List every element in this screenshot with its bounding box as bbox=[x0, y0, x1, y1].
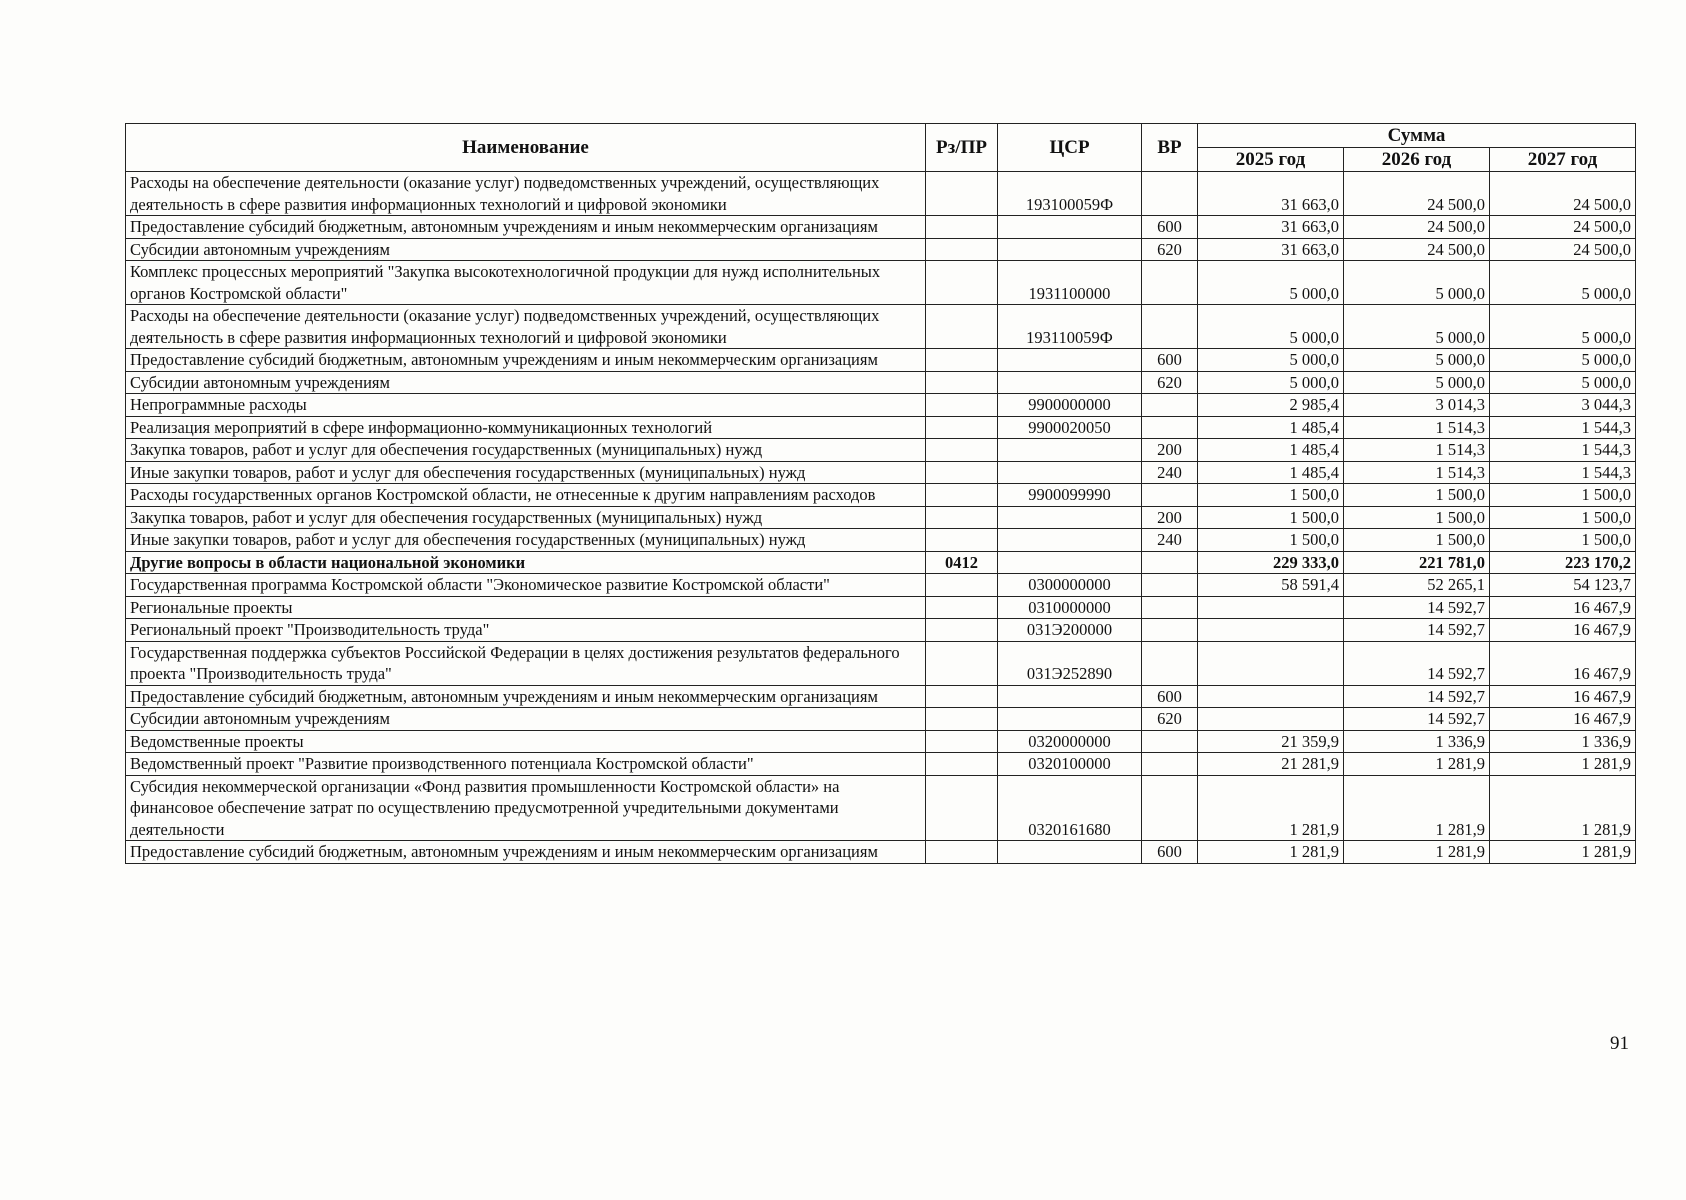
table-row bbox=[126, 416, 1636, 439]
cell-csr: 1931100000 bbox=[998, 261, 1142, 305]
cell-csr: 9900099990 bbox=[998, 484, 1142, 507]
cell-2026: 1 500,0 bbox=[1344, 484, 1490, 507]
cell-csr bbox=[998, 371, 1142, 394]
cell-2027: 223 170,2 bbox=[1490, 551, 1636, 574]
cell-2026: 24 500,0 bbox=[1344, 216, 1490, 239]
cell-rzpr bbox=[926, 619, 998, 642]
cell-2025: 58 591,4 bbox=[1198, 574, 1344, 597]
cell-2025 bbox=[1198, 596, 1344, 619]
cell-2027: 1 500,0 bbox=[1490, 484, 1636, 507]
table-row bbox=[126, 730, 1636, 753]
cell-name: Предоставление субсидий бюджетным, автономным учреждениям и иным некоммерческим организациям bbox=[126, 216, 926, 239]
cell-2026: 14 592,7 bbox=[1344, 641, 1490, 685]
cell-name: Закупка товаров, работ и услуг для обеспечения государственных (муниципальных) нужд bbox=[126, 439, 926, 462]
cell-2025: 1 500,0 bbox=[1198, 529, 1344, 552]
budget-sheet bbox=[125, 123, 1635, 864]
cell-csr: 9900000000 bbox=[998, 394, 1142, 417]
cell-2025: 1 281,9 bbox=[1198, 775, 1344, 841]
cell-rzpr bbox=[926, 172, 998, 216]
header-csr: ЦСР bbox=[998, 124, 1142, 172]
cell-rzpr bbox=[926, 775, 998, 841]
cell-rzpr bbox=[926, 461, 998, 484]
cell-2026: 5 000,0 bbox=[1344, 349, 1490, 372]
cell-name: Региональные проекты bbox=[126, 596, 926, 619]
cell-vr bbox=[1142, 394, 1198, 417]
cell-csr bbox=[998, 506, 1142, 529]
table-row bbox=[126, 238, 1636, 261]
table-row bbox=[126, 619, 1636, 642]
cell-2027: 1 500,0 bbox=[1490, 529, 1636, 552]
cell-vr: 620 bbox=[1142, 708, 1198, 731]
cell-2027: 1 544,3 bbox=[1490, 461, 1636, 484]
cell-2027: 5 000,0 bbox=[1490, 371, 1636, 394]
cell-vr bbox=[1142, 730, 1198, 753]
cell-2027: 5 000,0 bbox=[1490, 349, 1636, 372]
cell-name: Реализация мероприятий в сфере информационно-коммуникационных технологий bbox=[126, 416, 926, 439]
cell-csr: 193100059Ф bbox=[998, 172, 1142, 216]
cell-2025 bbox=[1198, 619, 1344, 642]
cell-2027: 3 044,3 bbox=[1490, 394, 1636, 417]
cell-2026: 24 500,0 bbox=[1344, 238, 1490, 261]
table-row bbox=[126, 216, 1636, 239]
cell-name: Предоставление субсидий бюджетным, автономным учреждениям и иным некоммерческим организациям bbox=[126, 349, 926, 372]
cell-csr: 0310000000 bbox=[998, 596, 1142, 619]
cell-2025: 5 000,0 bbox=[1198, 371, 1344, 394]
table-row bbox=[126, 775, 1636, 841]
cell-2025: 2 985,4 bbox=[1198, 394, 1344, 417]
cell-2027: 1 281,9 bbox=[1490, 775, 1636, 841]
cell-name: Субсидии автономным учреждениям bbox=[126, 371, 926, 394]
cell-rzpr bbox=[926, 506, 998, 529]
cell-2026: 1 281,9 bbox=[1344, 841, 1490, 864]
cell-2025: 1 500,0 bbox=[1198, 506, 1344, 529]
cell-rzpr bbox=[926, 439, 998, 462]
cell-vr bbox=[1142, 596, 1198, 619]
cell-2025 bbox=[1198, 708, 1344, 731]
budget-table bbox=[125, 123, 1636, 864]
cell-2026: 5 000,0 bbox=[1344, 371, 1490, 394]
cell-vr bbox=[1142, 753, 1198, 776]
cell-2027: 24 500,0 bbox=[1490, 172, 1636, 216]
cell-name: Субсидия некоммерческой организации «Фонд развития промышленности Костромской области» на финансовое обеспечение затрат по осуществлению предусмотренной учредительными документами деятельности bbox=[126, 775, 926, 841]
cell-name: Другие вопросы в области национальной экономики bbox=[126, 551, 926, 574]
cell-2026: 14 592,7 bbox=[1344, 708, 1490, 731]
table-row bbox=[126, 529, 1636, 552]
cell-2026: 1 281,9 bbox=[1344, 775, 1490, 841]
cell-2027: 1 281,9 bbox=[1490, 841, 1636, 864]
cell-2026: 5 000,0 bbox=[1344, 261, 1490, 305]
cell-2027: 16 467,9 bbox=[1490, 596, 1636, 619]
cell-name: Ведомственные проекты bbox=[126, 730, 926, 753]
cell-rzpr bbox=[926, 596, 998, 619]
cell-vr bbox=[1142, 172, 1198, 216]
header-2026: 2026 год bbox=[1344, 148, 1490, 172]
cell-rzpr: 0412 bbox=[926, 551, 998, 574]
cell-2026: 14 592,7 bbox=[1344, 596, 1490, 619]
cell-2027: 24 500,0 bbox=[1490, 216, 1636, 239]
table-row bbox=[126, 506, 1636, 529]
cell-csr: 193110059Ф bbox=[998, 305, 1142, 349]
cell-2025: 31 663,0 bbox=[1198, 238, 1344, 261]
cell-2027: 1 281,9 bbox=[1490, 753, 1636, 776]
cell-vr bbox=[1142, 305, 1198, 349]
cell-2027: 16 467,9 bbox=[1490, 641, 1636, 685]
cell-vr: 200 bbox=[1142, 439, 1198, 462]
cell-vr: 240 bbox=[1142, 529, 1198, 552]
cell-rzpr bbox=[926, 529, 998, 552]
cell-rzpr bbox=[926, 484, 998, 507]
cell-vr bbox=[1142, 551, 1198, 574]
cell-2026: 1 281,9 bbox=[1344, 753, 1490, 776]
cell-csr: 9900020050 bbox=[998, 416, 1142, 439]
header-2025: 2025 год bbox=[1198, 148, 1344, 172]
cell-2025: 5 000,0 bbox=[1198, 349, 1344, 372]
cell-2025: 5 000,0 bbox=[1198, 305, 1344, 349]
cell-vr: 200 bbox=[1142, 506, 1198, 529]
header-sum: Сумма bbox=[1198, 124, 1636, 148]
cell-2026: 1 514,3 bbox=[1344, 439, 1490, 462]
cell-csr: 031Э200000 bbox=[998, 619, 1142, 642]
cell-2026: 1 500,0 bbox=[1344, 529, 1490, 552]
cell-name: Расходы государственных органов Костромской области, не отнесенные к другим направлениям расходов bbox=[126, 484, 926, 507]
table-row bbox=[126, 261, 1636, 305]
cell-vr bbox=[1142, 261, 1198, 305]
cell-rzpr bbox=[926, 841, 998, 864]
cell-2026: 52 265,1 bbox=[1344, 574, 1490, 597]
header-2027: 2027 год bbox=[1490, 148, 1636, 172]
cell-vr: 600 bbox=[1142, 349, 1198, 372]
cell-rzpr bbox=[926, 305, 998, 349]
cell-name: Субсидии автономным учреждениям bbox=[126, 708, 926, 731]
cell-name: Государственная программа Костромской области "Экономическое развитие Костромской области" bbox=[126, 574, 926, 597]
cell-name: Государственная поддержка субъектов Российской Федерации в целях достижения результатов федерального проекта "Производительность труда" bbox=[126, 641, 926, 685]
table-row bbox=[126, 394, 1636, 417]
cell-rzpr bbox=[926, 261, 998, 305]
cell-name: Субсидии автономным учреждениям bbox=[126, 238, 926, 261]
cell-csr: 0320100000 bbox=[998, 753, 1142, 776]
cell-rzpr bbox=[926, 753, 998, 776]
table-row bbox=[126, 641, 1636, 685]
cell-csr bbox=[998, 238, 1142, 261]
cell-2025: 1 500,0 bbox=[1198, 484, 1344, 507]
cell-csr bbox=[998, 551, 1142, 574]
cell-2026: 14 592,7 bbox=[1344, 685, 1490, 708]
cell-csr: 0300000000 bbox=[998, 574, 1142, 597]
cell-2025: 31 663,0 bbox=[1198, 172, 1344, 216]
cell-2025: 229 333,0 bbox=[1198, 551, 1344, 574]
cell-name: Ведомственный проект "Развитие производственного потенциала Костромской области" bbox=[126, 753, 926, 776]
cell-2025: 21 281,9 bbox=[1198, 753, 1344, 776]
cell-name: Иные закупки товаров, работ и услуг для обеспечения государственных (муниципальных) нужд bbox=[126, 461, 926, 484]
table-row bbox=[126, 349, 1636, 372]
cell-name: Закупка товаров, работ и услуг для обеспечения государственных (муниципальных) нужд bbox=[126, 506, 926, 529]
table-row bbox=[126, 461, 1636, 484]
cell-2026: 221 781,0 bbox=[1344, 551, 1490, 574]
cell-rzpr bbox=[926, 574, 998, 597]
cell-2026: 14 592,7 bbox=[1344, 619, 1490, 642]
cell-vr: 600 bbox=[1142, 841, 1198, 864]
cell-2025 bbox=[1198, 641, 1344, 685]
cell-name: Иные закупки товаров, работ и услуг для обеспечения государственных (муниципальных) нужд bbox=[126, 529, 926, 552]
cell-2025: 31 663,0 bbox=[1198, 216, 1344, 239]
cell-2025: 1 281,9 bbox=[1198, 841, 1344, 864]
cell-vr bbox=[1142, 416, 1198, 439]
cell-2026: 1 514,3 bbox=[1344, 461, 1490, 484]
cell-csr bbox=[998, 461, 1142, 484]
cell-2027: 5 000,0 bbox=[1490, 261, 1636, 305]
cell-rzpr bbox=[926, 730, 998, 753]
header-name: Наименование bbox=[126, 124, 926, 172]
cell-2027: 16 467,9 bbox=[1490, 619, 1636, 642]
cell-rzpr bbox=[926, 708, 998, 731]
cell-csr bbox=[998, 529, 1142, 552]
cell-vr bbox=[1142, 641, 1198, 685]
table-row bbox=[126, 551, 1636, 574]
table-row bbox=[126, 685, 1636, 708]
cell-name: Региональный проект "Производительность труда" bbox=[126, 619, 926, 642]
cell-rzpr bbox=[926, 371, 998, 394]
cell-rzpr bbox=[926, 238, 998, 261]
cell-name: Непрограммные расходы bbox=[126, 394, 926, 417]
cell-2026: 1 336,9 bbox=[1344, 730, 1490, 753]
cell-vr: 600 bbox=[1142, 685, 1198, 708]
cell-2027: 1 544,3 bbox=[1490, 439, 1636, 462]
cell-vr bbox=[1142, 574, 1198, 597]
cell-2027: 1 500,0 bbox=[1490, 506, 1636, 529]
table-row bbox=[126, 484, 1636, 507]
cell-name: Предоставление субсидий бюджетным, автономным учреждениям и иным некоммерческим организациям bbox=[126, 841, 926, 864]
cell-2027: 54 123,7 bbox=[1490, 574, 1636, 597]
cell-2027: 1 544,3 bbox=[1490, 416, 1636, 439]
cell-2025: 1 485,4 bbox=[1198, 461, 1344, 484]
cell-2026: 1 500,0 bbox=[1344, 506, 1490, 529]
cell-rzpr bbox=[926, 641, 998, 685]
table-row bbox=[126, 439, 1636, 462]
cell-csr bbox=[998, 685, 1142, 708]
cell-2026: 24 500,0 bbox=[1344, 172, 1490, 216]
table-row bbox=[126, 305, 1636, 349]
cell-2025: 1 485,4 bbox=[1198, 416, 1344, 439]
table-row bbox=[126, 172, 1636, 216]
table-row bbox=[126, 371, 1636, 394]
cell-name: Расходы на обеспечение деятельности (оказание услуг) подведомственных учреждений, осуществляющих деятельность в сфере развития информационных технологий и цифровой экономики bbox=[126, 172, 926, 216]
cell-csr bbox=[998, 349, 1142, 372]
table-row bbox=[126, 753, 1636, 776]
cell-rzpr bbox=[926, 349, 998, 372]
cell-vr bbox=[1142, 775, 1198, 841]
cell-name: Комплекс процессных мероприятий "Закупка высокотехнологичной продукции для нужд исполнительных органов Костромской области" bbox=[126, 261, 926, 305]
cell-csr: 0320161680 bbox=[998, 775, 1142, 841]
cell-rzpr bbox=[926, 394, 998, 417]
cell-rzpr bbox=[926, 416, 998, 439]
header-vr: ВР bbox=[1142, 124, 1198, 172]
cell-rzpr bbox=[926, 685, 998, 708]
cell-name: Предоставление субсидий бюджетным, автономным учреждениям и иным некоммерческим организациям bbox=[126, 685, 926, 708]
header-rzpr: Рз/ПР bbox=[926, 124, 998, 172]
table-row bbox=[126, 841, 1636, 864]
table-row bbox=[126, 708, 1636, 731]
cell-vr: 240 bbox=[1142, 461, 1198, 484]
cell-2025: 1 485,4 bbox=[1198, 439, 1344, 462]
cell-rzpr bbox=[926, 216, 998, 239]
cell-2026: 1 514,3 bbox=[1344, 416, 1490, 439]
cell-2025: 21 359,9 bbox=[1198, 730, 1344, 753]
cell-csr bbox=[998, 439, 1142, 462]
cell-2027: 16 467,9 bbox=[1490, 708, 1636, 731]
cell-2027: 16 467,9 bbox=[1490, 685, 1636, 708]
cell-2026: 3 014,3 bbox=[1344, 394, 1490, 417]
cell-vr: 600 bbox=[1142, 216, 1198, 239]
cell-2027: 24 500,0 bbox=[1490, 238, 1636, 261]
cell-2027: 1 336,9 bbox=[1490, 730, 1636, 753]
cell-2025: 5 000,0 bbox=[1198, 261, 1344, 305]
cell-vr bbox=[1142, 619, 1198, 642]
cell-csr bbox=[998, 708, 1142, 731]
cell-vr: 620 bbox=[1142, 238, 1198, 261]
cell-csr: 0320000000 bbox=[998, 730, 1142, 753]
cell-2025 bbox=[1198, 685, 1344, 708]
cell-2027: 5 000,0 bbox=[1490, 305, 1636, 349]
cell-name: Расходы на обеспечение деятельности (оказание услуг) подведомственных учреждений, осуществляющих деятельность в сфере развития информационных технологий и цифровой экономики bbox=[126, 305, 926, 349]
cell-vr: 620 bbox=[1142, 371, 1198, 394]
cell-2026: 5 000,0 bbox=[1344, 305, 1490, 349]
cell-csr: 031Э252890 bbox=[998, 641, 1142, 685]
table-body bbox=[126, 172, 1636, 864]
page-number: 91 bbox=[1610, 1033, 1629, 1054]
table-row bbox=[126, 574, 1636, 597]
table-row bbox=[126, 596, 1636, 619]
cell-csr bbox=[998, 841, 1142, 864]
cell-csr bbox=[998, 216, 1142, 239]
cell-vr bbox=[1142, 484, 1198, 507]
